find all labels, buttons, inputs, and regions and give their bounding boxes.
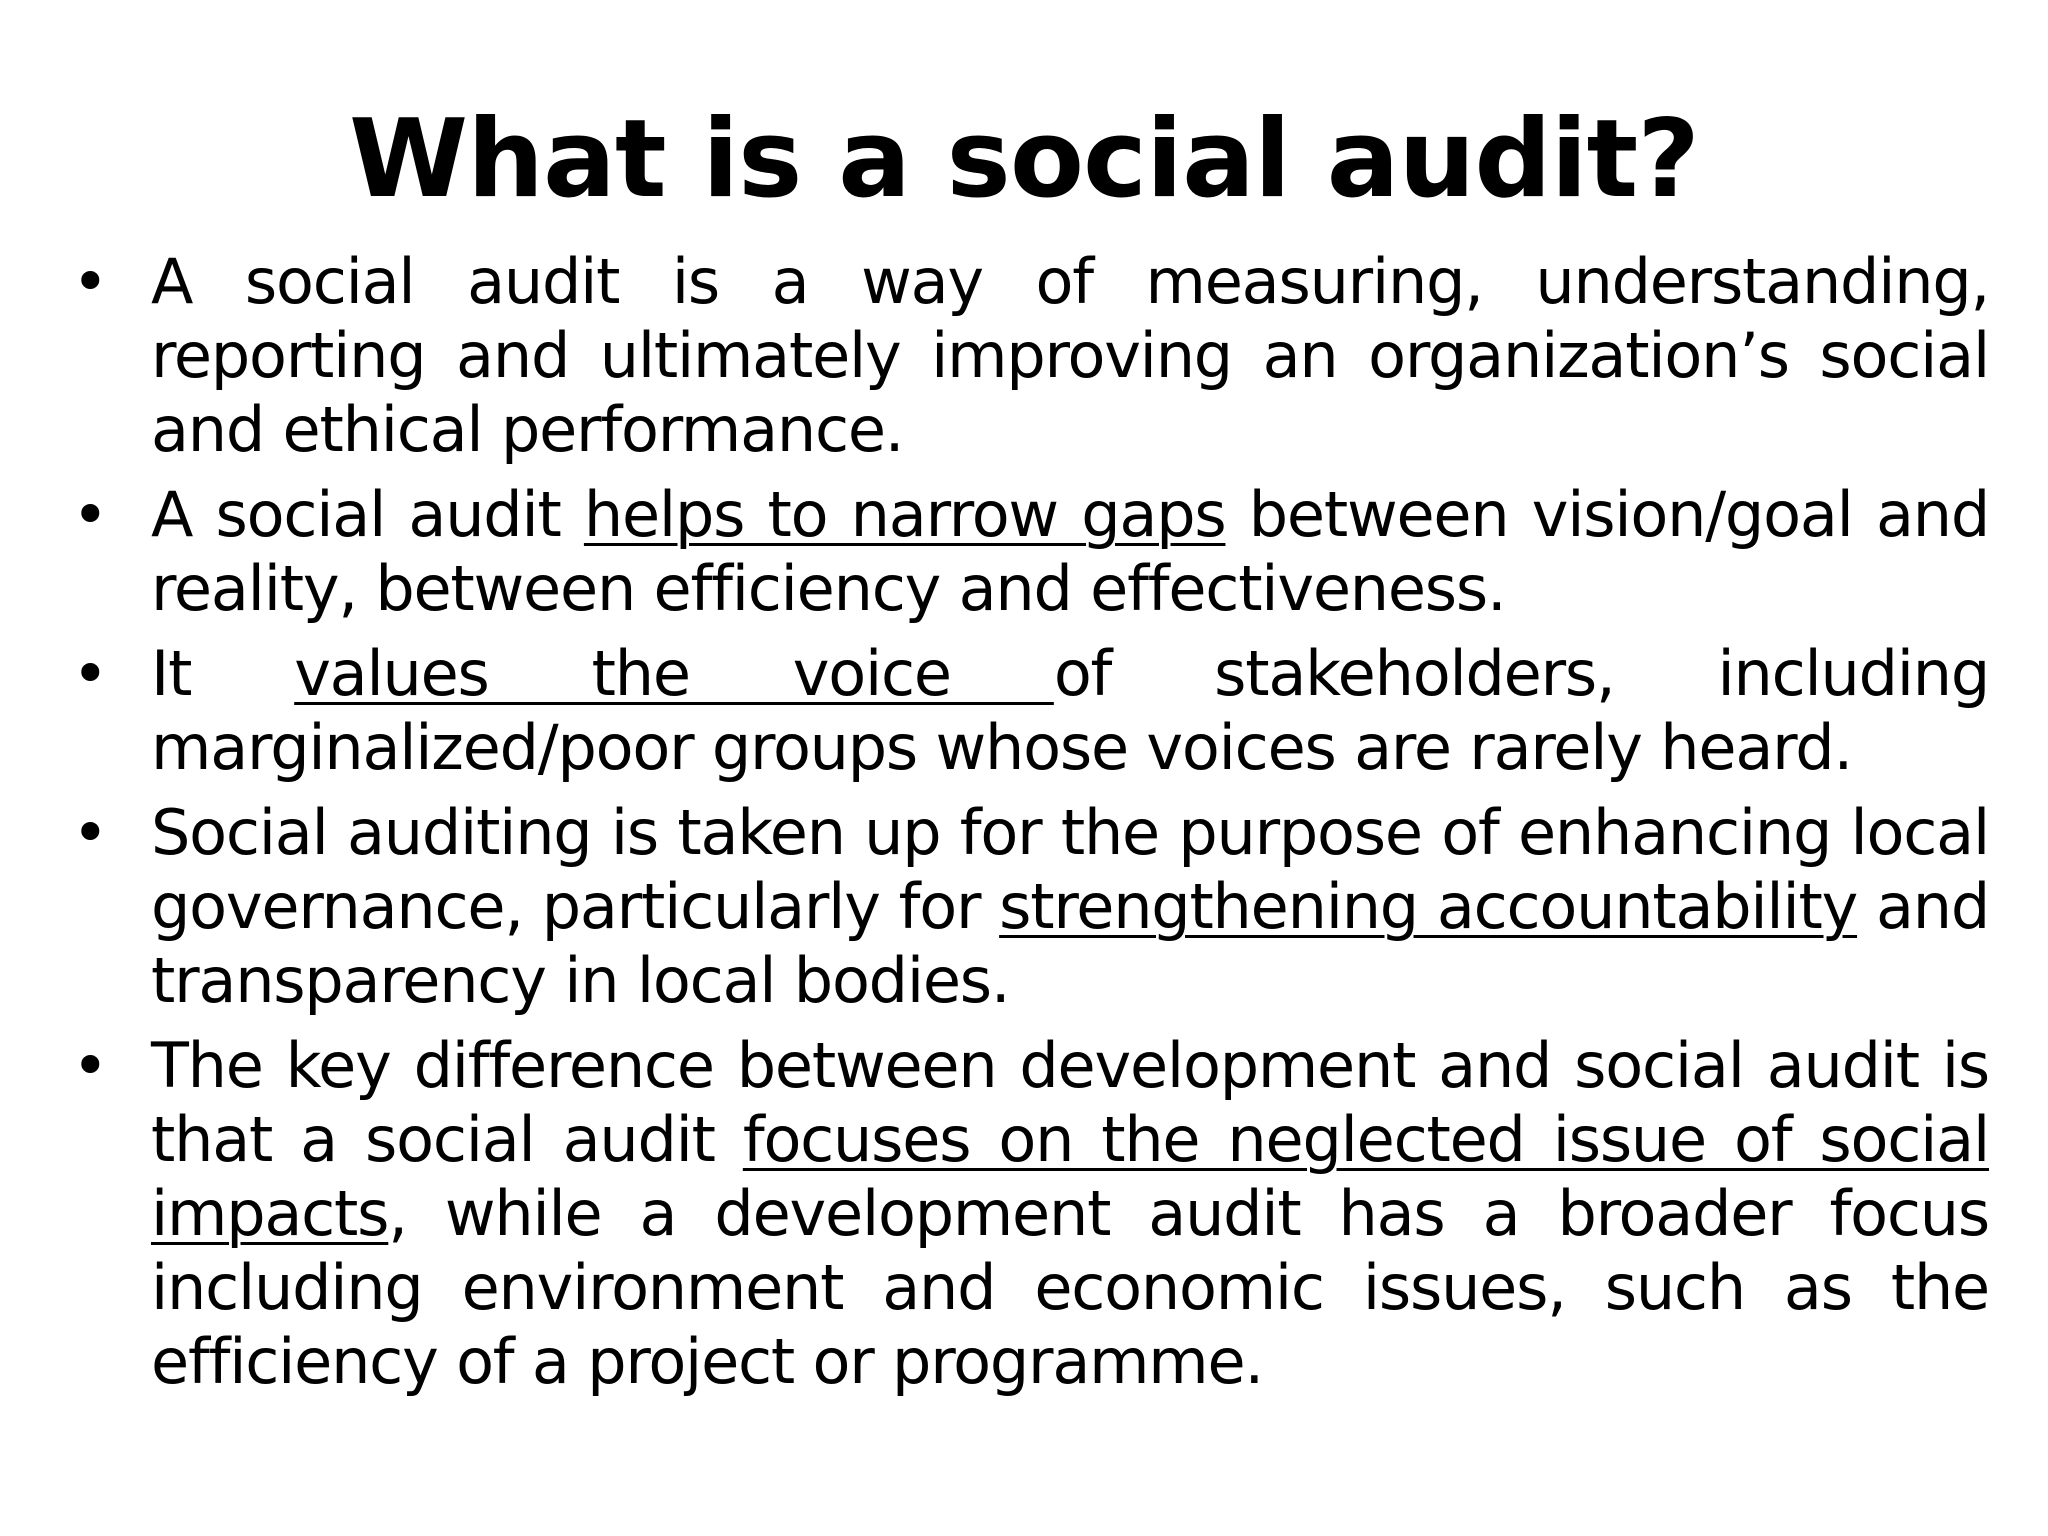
bullet-text-segment: It xyxy=(151,637,295,710)
bullet-text xyxy=(151,245,1989,467)
underlined-phrase: strengthening accountability xyxy=(999,870,1858,943)
bullet-text-segment: of stakeholders, including marginalized/poor groups whose voices are rarely heard. xyxy=(151,637,1990,784)
bullet-text xyxy=(151,478,1989,626)
bullet-list xyxy=(0,245,2048,1410)
bullet-text xyxy=(151,1029,1989,1399)
bullet-text xyxy=(151,637,1989,785)
underlined-phrase: values the voice xyxy=(294,637,1054,710)
bullet-icon: • xyxy=(72,245,109,318)
bullet-item xyxy=(0,796,2048,1018)
bullet-text-segment: The key difference between development and social audit is that a social audit xyxy=(151,1029,1989,1176)
bullet-text-segment: between vision/goal and reality, between efficiency and effectiveness. xyxy=(151,478,1989,625)
bullet-text xyxy=(151,796,1989,1018)
bullet-icon: • xyxy=(72,1029,109,1102)
bullet-text-segment: A social audit xyxy=(151,478,584,551)
bullet-text-segment: , while a development audit has a broader focus including environment and economic issues, such as the efficiency of a project or programme. xyxy=(151,1177,1989,1398)
bullet-text-segment: and transparency in local bodies. xyxy=(151,870,1989,1017)
bullet-icon: • xyxy=(72,796,109,869)
underlined-phrase: focuses on the neglected issue of social impacts xyxy=(151,1103,1989,1250)
bullet-text-segment: Social auditing is taken up for the purpose of enhancing local governance, particularly for xyxy=(151,796,1989,943)
bullet-icon: • xyxy=(72,478,109,551)
bullet-item xyxy=(0,478,2048,626)
bullet-item xyxy=(0,245,2048,467)
underlined-phrase: helps to narrow gaps xyxy=(583,478,1226,551)
bullet-text-segment: A social audit is a way of measuring, understanding, reporting and ultimately improving an organization’s social and ethical performance. xyxy=(151,245,1989,466)
bullet-item xyxy=(0,637,2048,785)
bullet-item xyxy=(0,1029,2048,1399)
slide-title: What is a social audit? xyxy=(349,97,1699,222)
bullet-icon: • xyxy=(72,637,109,710)
